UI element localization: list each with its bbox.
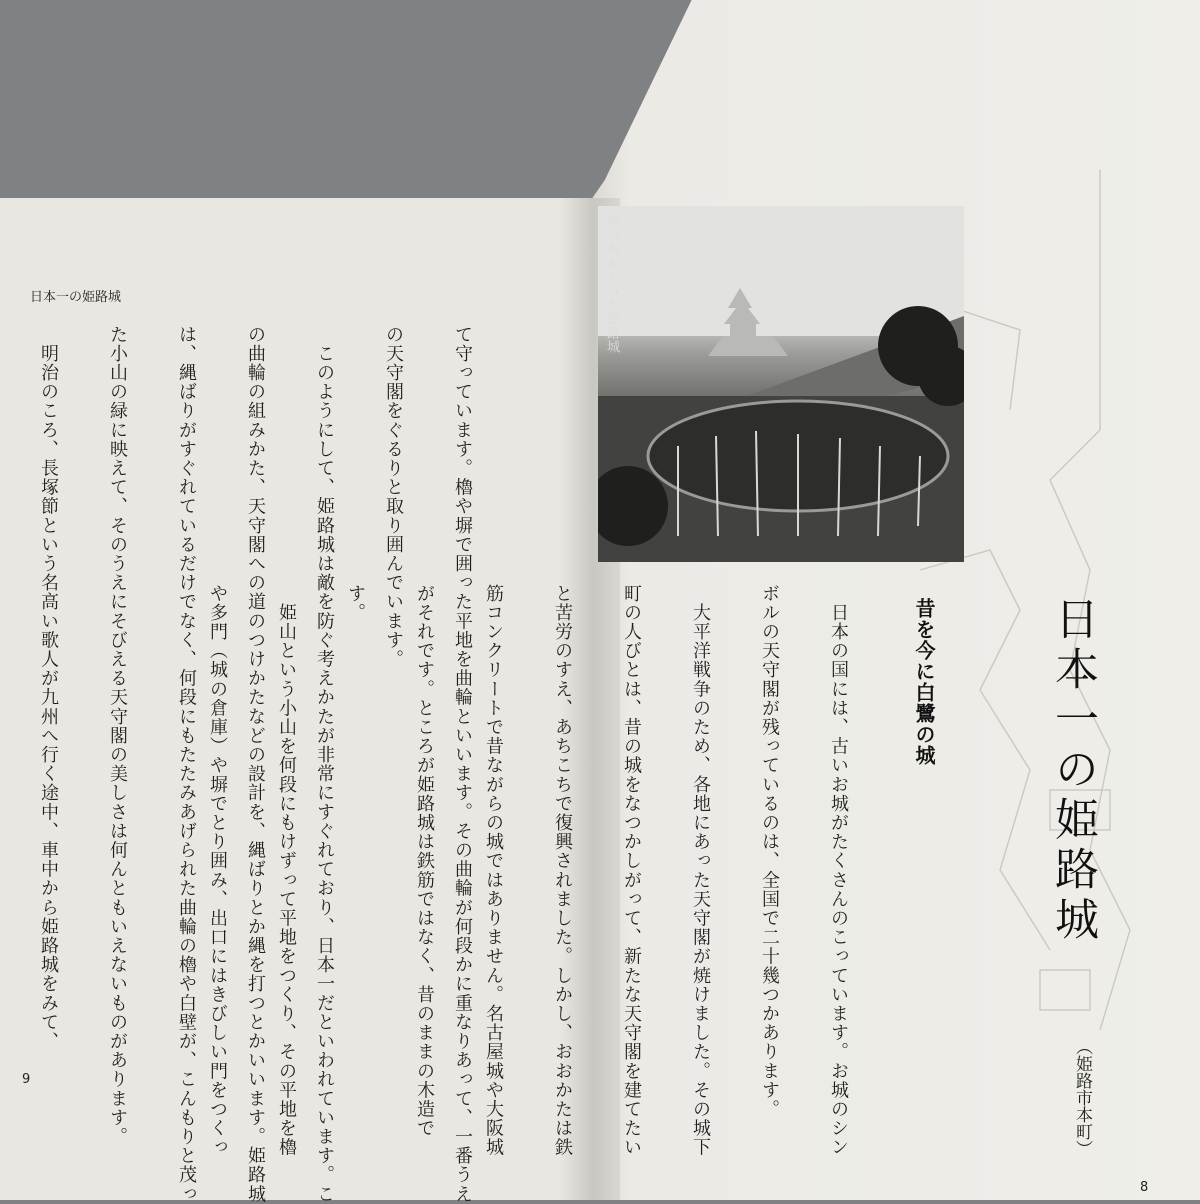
photo-caption: 西の丸からみた姫路城 [604, 214, 619, 354]
castle-photo [598, 206, 964, 562]
text-line: た小山の緑に映えて、そのうえにそびえる天守閣の美しさは何んともいえないものがあります。 [107, 325, 128, 1147]
text-line: は、縄ばりがすぐれているだけでなく、何段にもたたみあげられた曲輪の櫓や白壁が、こんもりと茂っ [176, 325, 197, 1204]
location-note: （姫路市本町） [1072, 1038, 1092, 1157]
text-line: 大平洋戦争のため、各地にあった天守閣が焼けました。その城下 [690, 584, 711, 1157]
page-number-right: 8 [1140, 1180, 1149, 1195]
section-heading: 昔を今に白鷺の城 [912, 598, 936, 766]
text-line: の曲輪の組みかた、天守閣への道のつけかたなどの設計を、縄ばりとか縄を打つとかいいます。姫路城 [245, 325, 266, 1204]
text-line: の天守閣をぐるりと取り囲んでいます。 [383, 325, 404, 669]
running-head: 日本一の姫路城 [30, 290, 122, 305]
text-line: と苦労のすえ、あちこちで復興されました。しかし、おおかたは鉄 [552, 584, 573, 1157]
chapter-title: 日本一の姫路城 [1047, 596, 1098, 946]
page-number-left: 9 [22, 1072, 31, 1087]
text-line: す。 [345, 584, 366, 623]
text-line: このようにして、姫路城は敵を防ぐ考えかたが非常にすぐれており、日本一だといわれています。こ [314, 325, 335, 1204]
text-line: 明治のころ、長塚節という名高い歌人が九州へ行く途中、車中から姫路城をみて、 [38, 325, 59, 1051]
text-line: て守っています。櫓や塀で囲った平地を曲輪といいます。その曲輪が何段かに重なりあって、一番うえ [452, 325, 473, 1204]
text-line: 筋コンクリートで昔ながらの城ではありません。名古屋城や大阪城 [483, 584, 504, 1157]
text-line: がそれです。ところが姫路城は鉄筋ではなく、昔のままの木造で [414, 584, 435, 1138]
text-line: 姫山という小山を何段にもけずって平地をつくり、その平地を櫓 [276, 584, 297, 1157]
text-line: ボルの天守閣が残っているのは、全国で二十幾つかあります。 [759, 584, 780, 1119]
himeji-castle-illustration [598, 206, 964, 562]
text-line: 日本の国には、古いお城がたくさんのこっています。お城のシン [828, 584, 849, 1157]
text-line: や多門（城の倉庫）や塀でとり囲み、出口にはきびしい門をつくっ [207, 584, 228, 1157]
right-body-text [183, 584, 896, 1157]
text-line: 町の人びとは、昔の城をなつかしがって、新たな天守閣を建てたい [621, 584, 642, 1157]
